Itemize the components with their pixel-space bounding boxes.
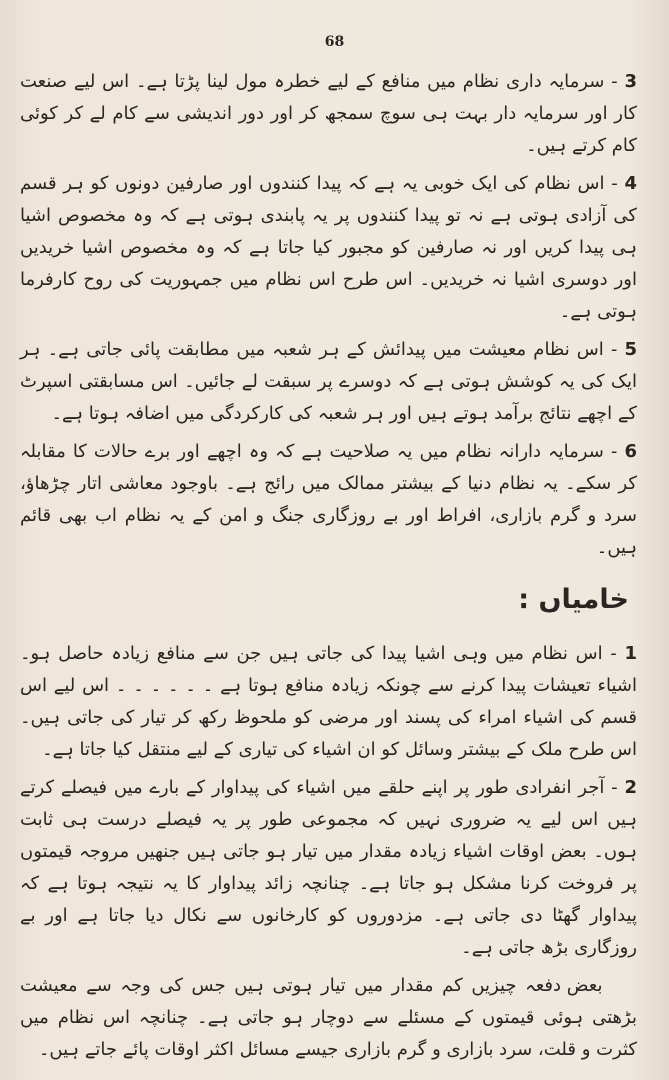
paragraph-number: 5 — [624, 339, 637, 360]
paragraph-number: 2 — [624, 777, 637, 798]
paragraph-number: 3 — [624, 71, 637, 92]
flaw-2-continued — [20, 970, 637, 1066]
page-body — [20, 66, 637, 1072]
paragraph-text: اس نظام میں وہی اشیا پیدا کی جاتی ہیں جن سے منافع زیادہ حاصل ہو۔ اشیاء تعیشات پیدا کرنے سے چونکہ زیادہ منافع ہوتا ہے ۔ ۔ ۔ ۔ ۔ ۔ اس لیے اس قسم کی اشیاء امراء کی پسند اور مرضی کو ملحوظ رکھ کر تیار کی جاتی ہیں۔ اس طرح ملک کے بیشتر وسائل کو ان اشیاء کی تیاری کے لیے منتقل کیا جاتا ہے۔ — [20, 643, 637, 760]
paragraph-3: 3 - سرمایہ داری نظام میں منافع کے لیے خطرہ مول لینا پڑتا ہے۔ اس لیے صنعت کار اور سرمایہ دار بہت ہی سوچ سمجھ کر اور دور اندیشی سے کام لے کر کوئی کام کرتے ہیں۔ — [20, 71, 637, 156]
paragraph-text: اس نظام معیشت میں پیدائش کے ہر شعبہ میں مطابقت پائی جاتی ہے۔ ہر ایک کی یہ کوشش ہوتی ہے کہ دوسرے پر سبقت لے جائیں۔ اس مسابقتی اسپرٹ کے اچھے نتائج برآمد ہوتے ہیں اور ہر شعبہ کی کارکردگی میں اضافہ ہوتا ہے۔ — [20, 339, 637, 424]
paragraph-number: 6 — [624, 441, 637, 462]
paragraph-6: 6 - سرمایہ دارانہ نظام میں یہ صلاحیت ہے کہ وہ اچھے اور برے حالات کا مقابلہ کر سکے۔ یہ نظام دنیا کے بیشتر ممالک میں رائج ہے۔ باوجود معاشی اتار چڑھاؤ، سرد و گرم بازاری، افراط اور بے روزگاری جنگ و امن کے یہ نظام اب بھی قائم ہیں۔ — [20, 441, 637, 558]
paragraph-text: آجر انفرادی طور پر اپنے حلقے میں اشیاء کی پیداوار کے بارے میں فیصلے کرتے ہیں اس لیے یہ ضروری نہیں کہ مجموعی طور پر یہ فیصلے درست ہی ثابت ہوں۔ بعض اوقات اشیاء زیادہ مقدار میں تیار ہو جاتی ہیں جنھیں مروجہ قیمتوں پر فروخت کرنا مشکل ہو جاتا ہے۔ چنانچہ زائد پیداوار کا یہ نتیجہ ہوتا ہے کہ پیداوار گھٹا دی جاتی ہے۔ مزدوروں کو کارخانوں سے نکال دیا جاتا ہے اور بے روزگاری بڑھ جاتی ہے۔ — [20, 777, 637, 958]
paragraph-4: 4 - اس نظام کی ایک خوبی یہ ہے کہ پیدا کنندوں اور صارفین دونوں کو ہر قسم کی آزادی ہوتی ہے نہ تو پیدا کنندوں پر یہ پابندی ہوتی ہے کہ وہ مخصوص اشیا ہی پیدا کریں اور نہ صارفین کو مجبور کیا جاتا ہے کہ وہ مخصوص اشیا خریدیں اور دوسری اشیا نہ خریدیں۔ اس طرح اس نظام میں جمہوریت کی روح کارفرما ہوتی ہے۔ — [20, 173, 637, 322]
paragraph-text: سرمایہ دارانہ نظام میں یہ صلاحیت ہے کہ وہ اچھے اور برے حالات کا مقابلہ کر سکے۔ یہ نظام دنیا کے بیشتر ممالک میں رائج ہے۔ باوجود معاشی اتار چڑھاؤ، سرد و گرم بازاری، افراط اور بے روزگاری جنگ و امن کے یہ نظام اب بھی قائم ہیں۔ — [20, 441, 637, 558]
flaw-1: 1 - اس نظام میں وہی اشیا پیدا کی جاتی ہیں جن سے منافع زیادہ حاصل ہو۔ اشیاء تعیشات پیدا کرنے سے چونکہ زیادہ منافع ہوتا ہے ۔ ۔ ۔ ۔ ۔ ۔ اس لیے اس قسم کی اشیاء امراء کی پسند اور مرضی کو ملحوظ رکھ کر تیار کی جاتی ہیں۔ اس طرح ملک کے بیشتر وسائل کو ان اشیاء کی تیاری کے لیے منتقل کیا جاتا ہے۔ — [20, 643, 637, 760]
page-number: 68 — [324, 34, 345, 50]
paragraph-text: بعض دفعہ چیزیں کم مقدار میں تیار ہوتی ہیں جس کی وجہ سے معیشت بڑھتی ہوئی قیمتوں کے مسئلے سے دوچار ہو جاتی ہے۔ چنانچہ اس نظام میں کثرت و قلت، سرد بازاری و گرم بازاری جیسے مسائل اکثر اوقات پائے جاتے ہیں۔ — [20, 975, 637, 1060]
paragraph-number: 4 — [624, 173, 637, 194]
section-heading: خامیاں : — [518, 584, 629, 615]
paragraph-5: 5 - اس نظام معیشت میں پیدائش کے ہر شعبہ میں مطابقت پائی جاتی ہے۔ ہر ایک کی یہ کوشش ہوتی ہے کہ دوسرے پر سبقت لے جائیں۔ اس مسابقتی اسپرٹ کے اچھے نتائج برآمد ہوتے ہیں اور ہر شعبہ کی کارکردگی میں اضافہ ہوتا ہے۔ — [20, 339, 637, 424]
paragraph-number: 1 — [624, 643, 637, 664]
flaw-2: 2 - آجر انفرادی طور پر اپنے حلقے میں اشیاء کی پیداوار کے بارے میں فیصلے کرتے ہیں اس لیے یہ ضروری نہیں کہ مجموعی طور پر یہ فیصلے درست ہی ثابت ہوں۔ بعض اوقات اشیاء زیادہ مقدار میں تیار ہو جاتی ہیں جنھیں مروجہ قیمتوں پر فروخت کرنا مشکل ہو جاتا ہے۔ چنانچہ زائد پیداوار کا یہ نتیجہ ہوتا ہے کہ پیداوار گھٹا دی جاتی ہے۔ مزدوروں کو کارخانوں سے نکال دیا جاتا ہے اور بے روزگاری بڑھ جاتی ہے۔ — [20, 777, 637, 958]
paragraph-text: اس نظام کی ایک خوبی یہ ہے کہ پیدا کنندوں اور صارفین دونوں کو ہر قسم کی آزادی ہوتی ہے نہ تو پیدا کنندوں پر یہ پابندی ہوتی ہے کہ وہ مخصوص اشیا ہی پیدا کریں اور نہ صارفین کو مجبور کیا جاتا ہے کہ وہ مخصوص اشیا خریدیں اور دوسری اشیا نہ خریدیں۔ اس طرح اس نظام میں جمہوریت کی روح کارفرما ہوتی ہے۔ — [20, 173, 637, 322]
paragraph-text: سرمایہ داری نظام میں منافع کے لیے خطرہ مول لینا پڑتا ہے۔ اس لیے صنعت کار اور سرمایہ دار بہت ہی سوچ سمجھ کر اور دور اندیشی سے کام لے کر کوئی کام کرتے ہیں۔ — [20, 71, 637, 156]
